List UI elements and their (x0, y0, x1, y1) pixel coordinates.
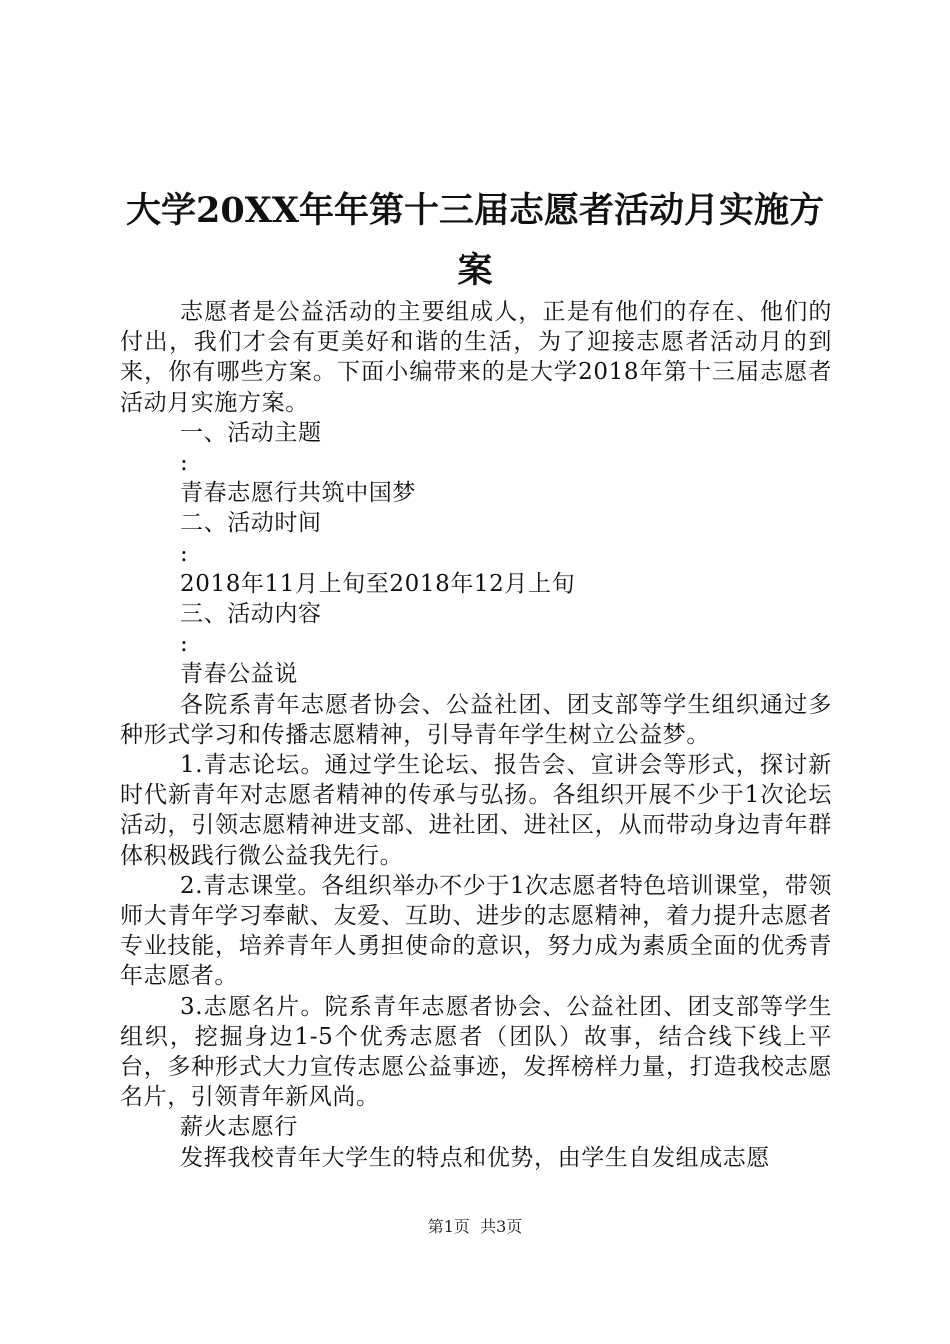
section-heading-time: 二、活动时间 (180, 510, 322, 537)
document-title-line-2: 案 (457, 250, 493, 291)
section-colon: : (180, 450, 188, 477)
theme-text: 青春志愿行共筑中国梦 (180, 480, 416, 507)
subheading-torch: 薪火志愿行 (180, 1114, 298, 1141)
body-paragraph-classroom: 2.青志课堂。各组织举办不少于1次志愿者特色培训课堂，带领师大青年学习奉献、友爱、互助、进步的志愿精神，着力提升志愿者专业技能，培养青年人勇担使命的意识，努力成为素质全面的优秀青年志愿者。 (120, 872, 832, 990)
section-heading-theme: 一、活动主题 (180, 419, 322, 446)
section-colon: : (180, 540, 188, 567)
time-text: 2018年11月上旬至2018年12月上旬 (180, 570, 576, 597)
document-body (120, 297, 832, 1173)
body-paragraph-forum: 1.青志论坛。通过学生论坛、报告会、宣讲会等形式，探讨新时代新青年对志愿者精神的传承与弘扬。各组织开展不少于1次论坛活动，引领志愿精神进支部、进社团、进社区，从而带动身边青年群体积极践行微公益我先行。 (120, 752, 832, 869)
section-heading-content: 三、活动内容 (180, 601, 322, 628)
subheading-youth-talk: 青春公益说 (180, 661, 298, 688)
body-paragraph-final: 发挥我校青年大学生的特点和优势，由学生自发组成志愿 (180, 1144, 770, 1171)
section-colon: : (180, 631, 188, 658)
body-paragraph-card: 3.志愿名片。院系青年志愿者协会、公益社团、团支部等学生组织，挖掘身边1-5个优秀志愿者（团队）故事，结合线下线上平台，多种形式大力宣传志愿公益事迹，发挥榜样力量，打造我校志愿名片，引领青年新风尚。 (120, 993, 832, 1111)
intro-paragraph: 志愿者是公益活动的主要组成人，正是有他们的存在、他们的付出，我们才会有更美好和谐的生活，为了迎接志愿者活动月的到来，你有哪些方案。下面小编带来的是大学2018年第十三届志愿者活动月实施方案。 (120, 299, 832, 416)
document-title-line-1: 大学20XX年年第十三届志愿者活动月实施方 (125, 190, 825, 231)
page-number-label: 第1页 共3页 (427, 1217, 523, 1236)
body-paragraph: 各院系青年志愿者协会、公益社团、团支部等学生组织通过多种形式学习和传播志愿精神，引导青年学生树立公益梦。 (120, 691, 832, 748)
page-footer (0, 1214, 950, 1237)
